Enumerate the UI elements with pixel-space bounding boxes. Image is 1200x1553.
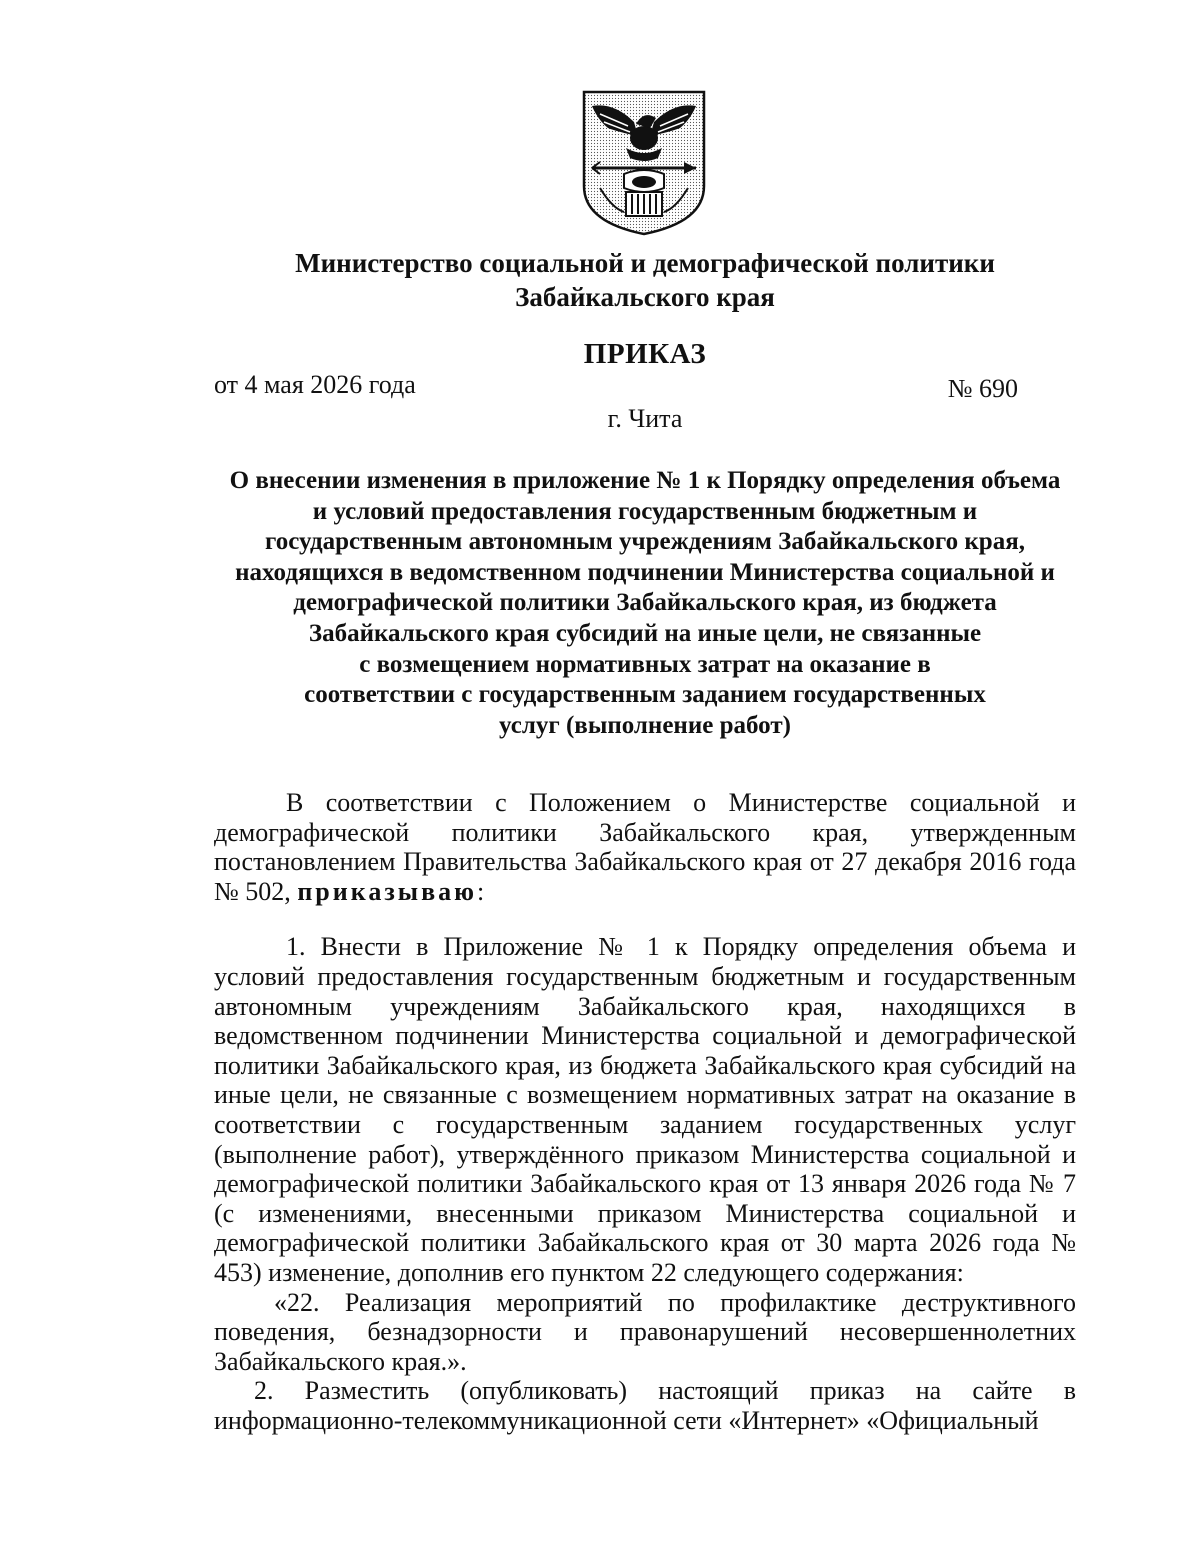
subject-line: демографической политики Забайкальского края, из бюджета bbox=[293, 589, 997, 617]
subject-line: Забайкальского края субсидий на иные цели, не связанные bbox=[308, 619, 982, 647]
order-subject bbox=[200, 466, 1090, 741]
preamble-text: В соответствии с Положением о Министерстве социальной и демографической политики Забайкальского края, утвержденным постановлением Правительства Забайкальского края от 27 декабря 2016 года № 502, bbox=[214, 788, 1076, 906]
order-city: г. Чита bbox=[607, 404, 683, 433]
order-number: № 690 bbox=[947, 374, 1018, 403]
subject-line: и условий предоставления государственным бюджетным и bbox=[312, 497, 978, 525]
subject-line: находящихся в ведомственном подчинении Министерства социальной и bbox=[235, 558, 1055, 586]
ministry-name bbox=[180, 246, 1110, 314]
order-date: от 4 мая 2026 года bbox=[214, 370, 416, 399]
subject-line: с возмещением нормативных затрат на оказание в bbox=[359, 650, 931, 678]
subject-line: соответствии с государственным заданием государственных bbox=[304, 681, 986, 709]
subject-line: услуг (выполнение работ) bbox=[499, 711, 791, 739]
subject-line: О внесении изменения в приложение № 1 к Порядку определения объема bbox=[229, 467, 1061, 494]
item-1-paragraph: 1. Внести в Приложение № 1 к Порядку определения объема и условий предоставления государственным бюджетным и государственным автономным учреждениям Забайкальского края, находящихся в ведомственном подчинении Министерства социальной и демографической политики Забайкальского края, из бюджета Забайкальского края субсидий на иные цели, не связанные с возмещением нормативных затрат на оказание в соответствии с государственным заданием государственных услуг (выполнение работ), утверждённого приказом Министерства социальной и демографической политики Забайкальского края от 13 января 2026 года № 7 (с изменениями, внесенными приказом Министерства социальной и демографической политики Забайкальского края от 30 марта 2026 года № 453) изменение, дополнив его пунктом 22 следующего содержания: bbox=[214, 932, 1076, 1287]
item-2-paragraph: 2. Разместить (опубликовать) настоящий приказ на сайте в информационно-телекоммуникационной сети «Интернет» «Официальный bbox=[214, 1376, 1076, 1435]
order-title: ПРИКАЗ bbox=[583, 338, 707, 370]
subject-line: государственным автономным учреждениям Забайкальского края, bbox=[265, 528, 1025, 556]
preamble-command: приказываю bbox=[297, 876, 477, 906]
ministry-line-2: Забайкальского края bbox=[515, 282, 775, 312]
order-body bbox=[214, 788, 1076, 1435]
ministry-line-1: Министерство социальной и демографической политики bbox=[295, 248, 995, 278]
coat-of-arms-icon bbox=[578, 88, 710, 236]
item-1-quote: «22. Реализация мероприятий по профилактике деструктивного поведения, безнадзорности и правонарушений несовершеннолетних Забайкальского края.». bbox=[214, 1287, 1076, 1376]
preamble-paragraph bbox=[214, 788, 1076, 906]
preamble-colon: : bbox=[476, 876, 485, 906]
